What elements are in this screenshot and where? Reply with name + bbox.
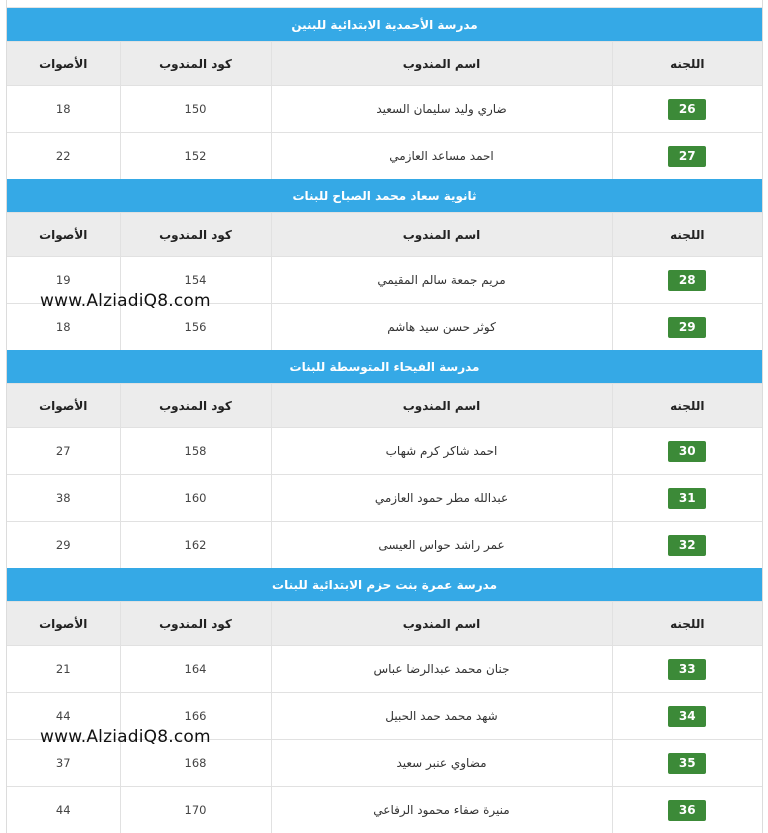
header-code: كود المندوب [120, 602, 271, 646]
school-title: ثانوية سعاد محمد الصباح للبنات [7, 179, 762, 213]
committee-cell [612, 522, 762, 569]
votes-cell: 21 [7, 646, 120, 693]
votes-cell: 44 [7, 693, 120, 740]
committee-badge: 36 [668, 800, 706, 821]
delegate-name-cell: ضاري وليد سليمان السعيد [271, 86, 612, 133]
votes-cell: 27 [7, 428, 120, 475]
delegate-name-cell: شهد محمد حمد الحبيل [271, 693, 612, 740]
committee-badge: 26 [668, 99, 706, 120]
code-cell: 164 [120, 646, 271, 693]
delegate-name-cell: عبدالله مطر حمود العازمي [271, 475, 612, 522]
delegate-name-cell: مريم جمعة سالم المقيمي [271, 257, 612, 304]
committee-badge: 30 [668, 441, 706, 462]
header-committee: اللجنه [612, 384, 762, 428]
committee-cell [612, 646, 762, 693]
table-row [7, 133, 762, 180]
code-cell: 150 [120, 86, 271, 133]
committee-cell [612, 257, 762, 304]
school-title: مدرسة الأحمدية الابتدائية للبنين [7, 8, 762, 42]
delegate-name-cell: كوثر حسن سيد هاشم [271, 304, 612, 351]
code-cell: 166 [120, 693, 271, 740]
table-row [7, 428, 762, 475]
column-header-row [7, 602, 762, 646]
results-table-body [7, 8, 762, 833]
delegate-name-cell: مضاوي عنبر سعيد [271, 740, 612, 787]
header-name: اسم المندوب [271, 42, 612, 86]
committee-badge: 29 [668, 317, 706, 338]
header-code: كود المندوب [120, 42, 271, 86]
table-row [7, 693, 762, 740]
school-title: مدرسة الفيحاء المتوسطة للبنات [7, 350, 762, 384]
delegate-name-cell: احمد مساعد العازمي [271, 133, 612, 180]
committee-cell [612, 133, 762, 180]
delegate-name-cell: احمد شاكر كرم شهاب [271, 428, 612, 475]
code-cell: 162 [120, 522, 271, 569]
committee-badge: 27 [668, 146, 706, 167]
committee-cell [612, 740, 762, 787]
code-cell: 154 [120, 257, 271, 304]
header-votes: الأصوات [7, 602, 120, 646]
code-cell: 168 [120, 740, 271, 787]
header-committee: اللجنه [612, 42, 762, 86]
header-name: اسم المندوب [271, 213, 612, 257]
header-votes: الأصوات [7, 42, 120, 86]
code-cell: 170 [120, 787, 271, 833]
header-votes: الأصوات [7, 213, 120, 257]
committee-badge: 32 [668, 535, 706, 556]
committee-cell [612, 787, 762, 833]
table-row [7, 304, 762, 351]
school-header-row [7, 350, 762, 384]
results-table [7, 8, 762, 833]
column-header-row [7, 384, 762, 428]
votes-cell: 38 [7, 475, 120, 522]
school-header-row [7, 179, 762, 213]
table-row [7, 787, 762, 833]
delegate-name-cell: عمر راشد حواس العيسى [271, 522, 612, 569]
votes-cell: 22 [7, 133, 120, 180]
code-cell: 156 [120, 304, 271, 351]
header-code: كود المندوب [120, 213, 271, 257]
committee-badge: 35 [668, 753, 706, 774]
delegate-name-cell: منيرة صفاء محمود الرفاعي [271, 787, 612, 833]
watermark-text: www.AlziadiQ8.com [40, 727, 211, 747]
committee-cell [612, 475, 762, 522]
header-name: اسم المندوب [271, 384, 612, 428]
votes-cell: 18 [7, 304, 120, 351]
school-header-row [7, 568, 762, 602]
table-row [7, 475, 762, 522]
committee-cell [612, 304, 762, 351]
school-title: مدرسة عمرة بنت حزم الابتدائية للبنات [7, 568, 762, 602]
table-row [7, 522, 762, 569]
column-header-row [7, 213, 762, 257]
table-row [7, 740, 762, 787]
votes-cell: 37 [7, 740, 120, 787]
votes-cell: 19 [7, 257, 120, 304]
header-committee: اللجنه [612, 213, 762, 257]
top-spacer [7, 0, 762, 8]
table-row [7, 646, 762, 693]
header-committee: اللجنه [612, 602, 762, 646]
committee-cell [612, 693, 762, 740]
header-code: كود المندوب [120, 384, 271, 428]
committee-badge: 34 [668, 706, 706, 727]
committee-cell [612, 428, 762, 475]
school-header-row [7, 8, 762, 42]
header-votes: الأصوات [7, 384, 120, 428]
table-row [7, 86, 762, 133]
votes-cell: 44 [7, 787, 120, 833]
table-row [7, 257, 762, 304]
delegate-name-cell: جنان محمد عبدالرضا عباس [271, 646, 612, 693]
committee-badge: 33 [668, 659, 706, 680]
column-header-row [7, 42, 762, 86]
header-name: اسم المندوب [271, 602, 612, 646]
results-table-container [6, 0, 763, 833]
votes-cell: 18 [7, 86, 120, 133]
watermark-text: www.AlziadiQ8.com [40, 291, 211, 311]
committee-badge: 31 [668, 488, 706, 509]
votes-cell: 29 [7, 522, 120, 569]
code-cell: 158 [120, 428, 271, 475]
committee-badge: 28 [668, 270, 706, 291]
committee-cell [612, 86, 762, 133]
code-cell: 160 [120, 475, 271, 522]
code-cell: 152 [120, 133, 271, 180]
